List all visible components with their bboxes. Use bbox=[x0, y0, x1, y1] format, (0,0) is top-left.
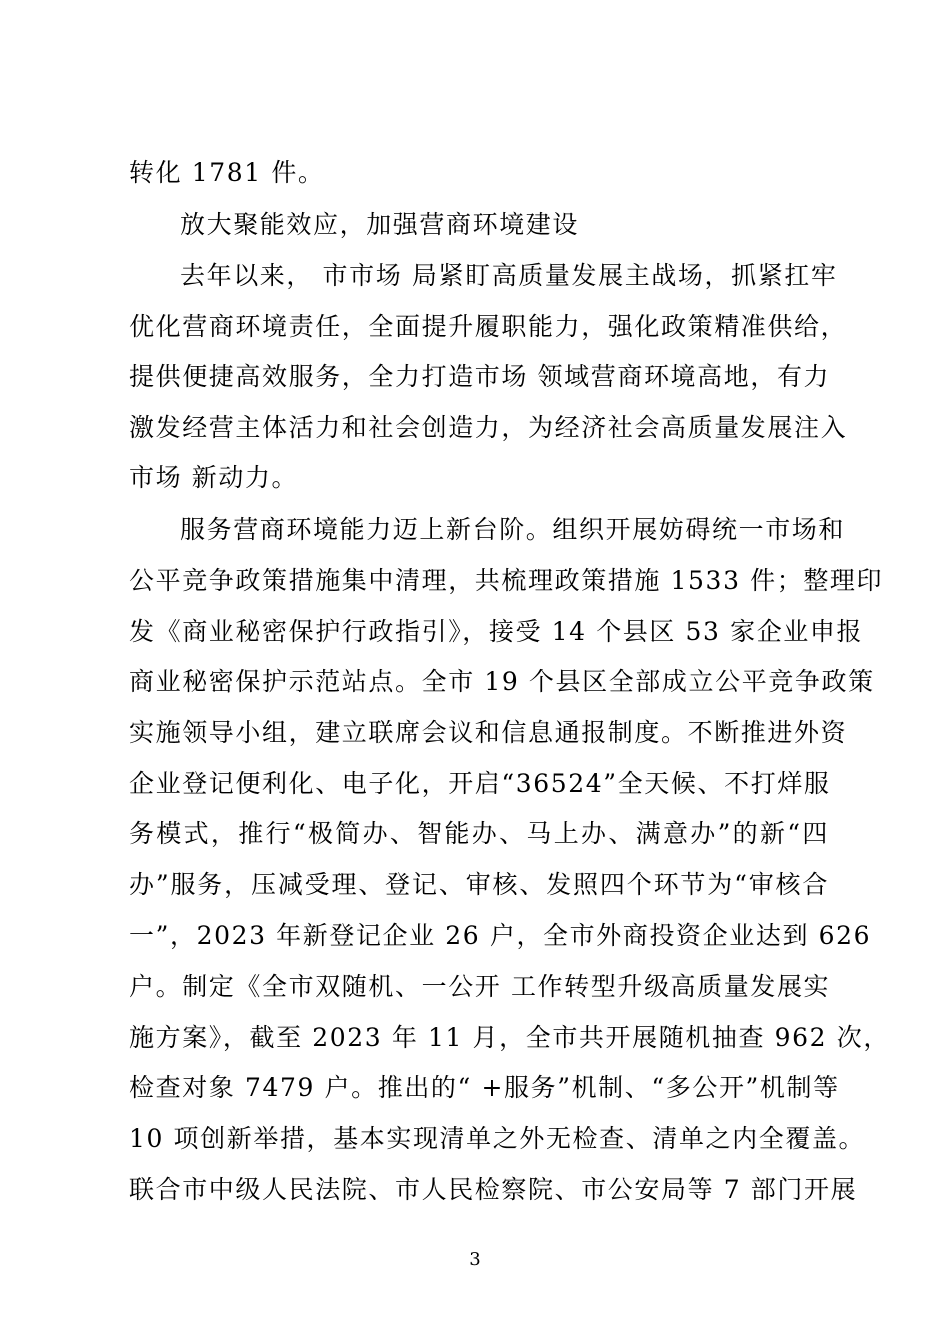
text-line: 市场 新动力。 bbox=[129, 463, 299, 492]
section-heading: 放大聚能效应，加强营商环境建设 bbox=[180, 210, 580, 239]
text-line: 转化 1781 件。 bbox=[129, 158, 325, 187]
text-line: 商业秘密保护示范站点。全市 19 个县区全部成立公平竞争政策 bbox=[129, 667, 875, 696]
text-line: 公平竞争政策措施集中清理，共梳理政策措施 1533 件；整理印 bbox=[129, 566, 884, 595]
text-line: 联合市中级人民法院、市人民检察院、市公安局等 7 部门开展 bbox=[129, 1175, 858, 1204]
text-line: 户。制定《全市双随机、一公开 工作转型升级高质量发展实 bbox=[129, 972, 831, 1001]
text-line: 实施领导小组，建立联席会议和信息通报制度。不断推进外资 bbox=[129, 718, 848, 747]
text-line: 提供便捷高效服务，全力打造市场 领域营商环境高地，有力 bbox=[129, 362, 831, 391]
text-line: 服务营商环境能力迈上新台阶。组织开展妨碍统一市场和 bbox=[180, 515, 846, 544]
text-line: 一”，2023 年新登记企业 26 户，全市外商投资企业达到 626 bbox=[129, 921, 872, 950]
text-line: 企业登记便利化、电子化，开启“36524”全天候、不打烊服 bbox=[129, 769, 831, 798]
text-line: 激发经营主体活力和社会创造力，为经济社会高质量发展注入 bbox=[129, 413, 848, 442]
text-line: 检查对象 7479 户。推出的“ +服务”机制、“多公开”机制等 bbox=[129, 1073, 840, 1102]
text-line: 办”服务，压减受理、登记、审核、发照四个环节为“审核合 bbox=[129, 870, 829, 899]
text-line: 务模式，推行“极简办、智能办、马上办、满意办”的新“四 bbox=[129, 819, 829, 848]
text-line: 发《商业秘密保护行政指引》，接受 14 个县区 53 家企业申报 bbox=[129, 617, 864, 646]
text-line: 施方案》，截至 2023 年 11 月，全市共开展随机抽查 962 次， bbox=[129, 1023, 890, 1052]
text-line: 10 项创新举措，基本实现清单之外无检查、清单之内全覆盖。 bbox=[129, 1124, 866, 1153]
page-number: 3 bbox=[469, 1249, 481, 1270]
text-line: 优化营商环境责任，全面提升履职能力，强化政策精准供给， bbox=[129, 312, 848, 341]
text-line: 去年以来， 市市场 局紧盯高质量发展主战场，抓紧扛牢 bbox=[180, 261, 838, 290]
